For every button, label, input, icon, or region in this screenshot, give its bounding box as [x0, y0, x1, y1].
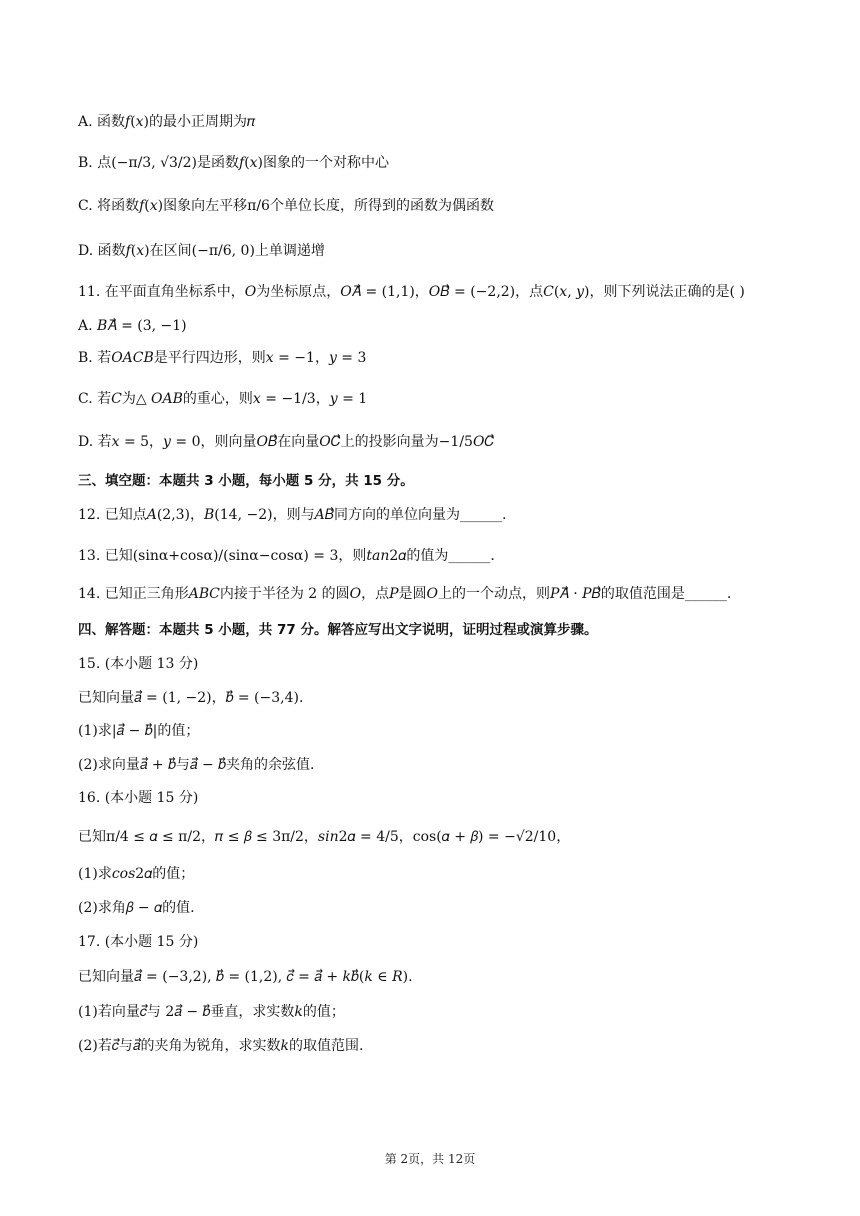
question-17-header: 17. (本小题 15 分) — [78, 934, 199, 950]
option-10d: D. 函数𝑓(𝑥)在区间(−π/6, 0)上单调递增 — [78, 243, 325, 259]
question-15-part2: (2)求向量𝑎⃗ + 𝑏⃗与𝑎⃗ − 𝑏⃗夹角的余弦值. — [78, 757, 315, 773]
question-17-given: 已知向量𝑎⃗ = (−3,2), 𝑏⃗ = (1,2), 𝑐⃗ = 𝑎⃗ + 𝑘𝑏⃗(𝑘 ∈ 𝑅). — [78, 969, 413, 985]
option-10c: C. 将函数𝑓(𝑥)图象向左平移π/6个单位长度，所得到的函数为偶函数 — [78, 198, 494, 214]
option-10b: B. 点(−π/3, √3/2)是函数𝑓(𝑥)图象的一个对称中心 — [78, 155, 390, 171]
question-16-header: 16. (本小题 15 分) — [78, 790, 199, 806]
question-11: 11. 在平面直角坐标系中，𝑂为坐标原点，𝑂𝐴⃗ = (1,1)，𝑂𝐵⃗ = (−2,2)，点𝐶(𝑥, 𝑦)，则下列说法正确的是( ) — [78, 284, 745, 300]
question-13: 13. 已知(sinα+cosα)/(sinα−cosα) = 3，则𝑡𝑎𝑛2𝛼的值为______. — [78, 548, 495, 564]
question-14: 14. 已知正三角形𝐴𝐵𝐶内接于半径为 2 的圆𝑂，点𝑃是圆𝑂上的一个动点，则𝑃𝐴⃗ · 𝑃𝐵⃗的取值范围是______. — [78, 586, 732, 602]
option-11b: B. 若𝑂𝐴𝐶𝐵是平行四边形，则𝑥 = −1，𝑦 = 3 — [78, 350, 367, 366]
question-16-given: 已知π/4 ≤ 𝛼 ≤ π/2，𝜋 ≤ 𝛽 ≤ 3π/2，𝑠𝑖𝑛2𝛼 = 4/5，cos(𝛼 + 𝛽) = −√2/10， — [78, 829, 571, 845]
option-11c: C. 若𝐶为△ 𝑂𝐴𝐵的重心，则𝑥 = −1/3，𝑦 = 1 — [78, 391, 368, 407]
section-fill-in-heading: 三、填空题：本题共 3 小题，每小题 5 分，共 15 分。 — [78, 473, 414, 489]
question-15-given: 已知向量𝑎⃗ = (1, −2)，𝑏⃗ = (−3,4). — [78, 690, 304, 706]
option-11a: A. 𝐵𝐴⃗ = (3, −1) — [78, 318, 187, 334]
question-15-header: 15. (本小题 13 分) — [78, 656, 199, 672]
question-17-part2: (2)若𝑐⃗与𝑎⃗的夹角为锐角，求实数𝑘的取值范围. — [78, 1038, 364, 1054]
question-16-part1: (1)求𝑐𝑜𝑠2𝛼的值； — [78, 866, 195, 882]
option-11d: D. 若𝑥 = 5，𝑦 = 0，则向量𝑂𝐵⃗在向量𝑂𝐶⃗上的投影向量为−1/5𝑂𝐶⃗ — [78, 434, 495, 450]
page-footer: 第 2页，共 12页 — [384, 1152, 476, 1166]
option-10a: A. 函数𝑓(𝑥)的最小正周期为𝜋 — [78, 114, 256, 130]
question-17-part1: (1)若向量𝑐⃗与 2𝑎⃗ − 𝑏⃗垂直，求实数𝑘的值； — [78, 1004, 345, 1020]
question-15-part1: (1)求|𝑎⃗ − 𝑏⃗|的值； — [78, 723, 200, 739]
section-answer-heading: 四、解答题：本题共 5 小题，共 77 分。解答应写出文字说明，证明过程或演算步骤。 — [78, 622, 598, 638]
question-12: 12. 已知点𝐴(2,3)，𝐵(14, −2)，则与𝐴𝐵⃗同方向的单位向量为______. — [78, 507, 507, 523]
question-16-part2: (2)求角𝛽 − 𝛼的值. — [78, 900, 195, 916]
